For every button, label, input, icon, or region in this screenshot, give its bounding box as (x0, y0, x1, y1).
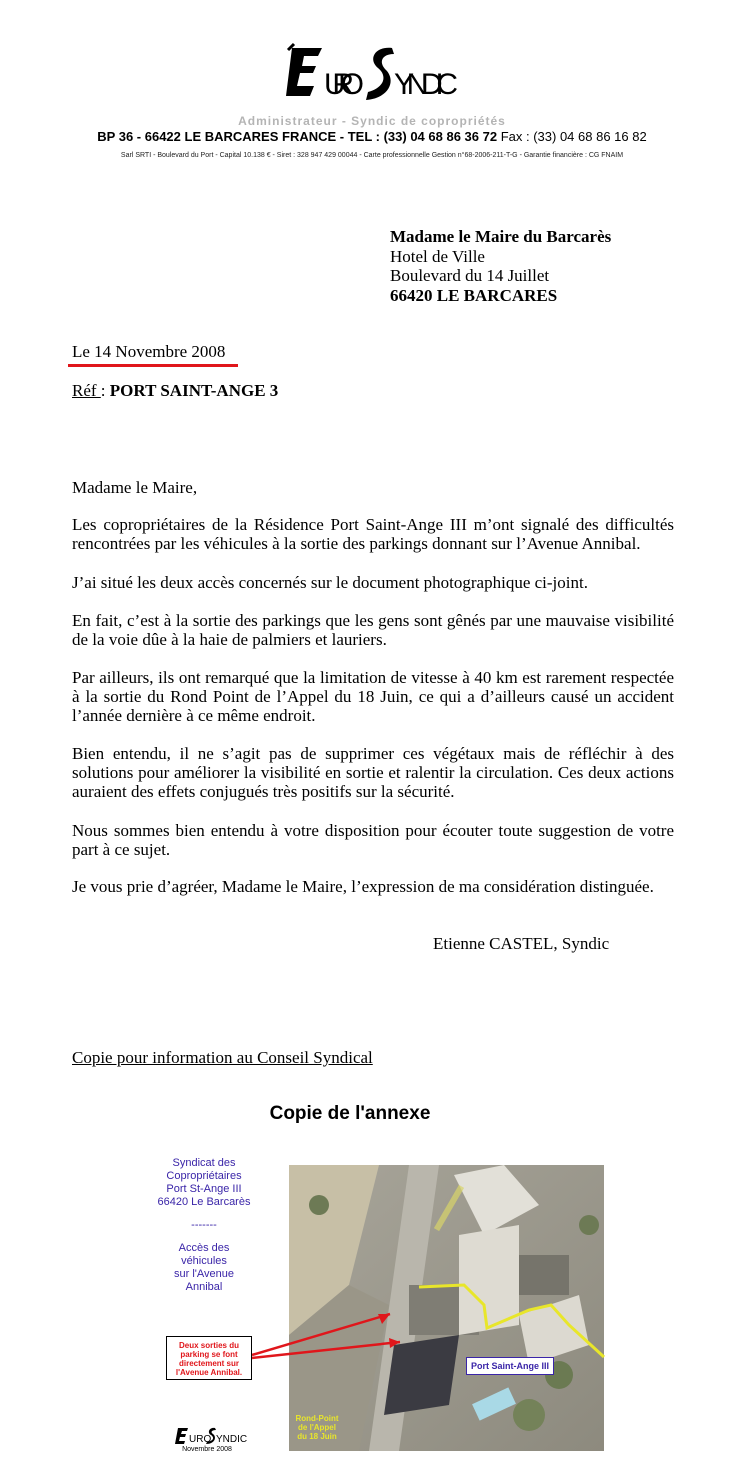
callout-line: l'Avenue Annibal. (175, 1368, 243, 1377)
svg-text:URO: URO (189, 1434, 212, 1445)
paragraph-1: Les copropriétaires de la Résidence Port Saint-Ange III m’ont signalé des difficultés rencontrées par les véhicules à la sortie des parkings donnant sur l’Avenue Annibal. (72, 515, 674, 553)
recipient-name: Madame le Maire du Barcarès (390, 227, 612, 246)
callout-line: parking se font (180, 1350, 238, 1359)
recipient-city: 66420 LE BARCARES (390, 285, 558, 305)
contact-fax: Fax : (33) 04 68 86 16 82 (497, 129, 647, 144)
salutation: Madame le Maire, (72, 478, 198, 497)
sidebar-separator: ------- (191, 1219, 217, 1231)
contact-line (0, 129, 744, 144)
contact-address-phone: BP 36 - 66422 LE BARCARES FRANCE - TEL : (33) 04 68 86 36 72 (97, 129, 498, 144)
paragraph-4: Par ailleurs, ils ont remarqué que la limitation de vitesse à 40 km est rarement respectée à la sortie du Rond Point de l’Appel du 18 Juin, ce qui a d’ailleurs causé un accident l’année dernière à ce même endroit. (72, 668, 674, 725)
footer-date: Novembre 2008 (182, 1446, 232, 1453)
sidebar-line: 66420 Le Barcarès (157, 1196, 251, 1208)
sidebar-line: Accès des (178, 1242, 230, 1254)
eurosyndic-logo (0, 40, 744, 106)
reference-line (72, 381, 278, 401)
sidebar-line: Copropriétaires (166, 1170, 242, 1182)
recipient-block (390, 227, 611, 305)
paragraph-6: Nous sommes bien entendu à votre disposition pour écouter toute suggestion de votre part à ce sujet. (72, 821, 674, 859)
paragraph-7: Je vous prie d’agréer, Madame le Maire, l’expression de ma considération distinguée. (72, 877, 654, 896)
svg-text:URO: URO (324, 68, 364, 101)
sidebar-line: sur l'Avenue (174, 1268, 234, 1280)
roundabout-label (291, 1414, 343, 1441)
roundabout-line: de l'Appel (298, 1423, 336, 1432)
svg-text:YNDIC: YNDIC (216, 1434, 248, 1445)
paragraph-2: J’ai situé les deux accès concernés sur le document photographique ci-joint. (72, 573, 588, 592)
reference-sep: : (100, 381, 110, 400)
legal-line: Sarl SRTI - Boulevard du Port - Capital 10.138 € - Siret : 328 947 429 00044 - Carte professionnelle Gestion n°68-2006-211-T-G - Garantie financière : CG FNAIM (120, 152, 624, 159)
recipient-line2: Boulevard du 14 Juillet (390, 266, 550, 285)
sidebar-line: véhicules (181, 1255, 227, 1267)
roundabout-line: Rond-Point (295, 1414, 339, 1423)
callout-arrows (250, 1300, 430, 1380)
eurosyndic-small-logo (172, 1425, 248, 1445)
sidebar-line: Syndicat des (172, 1157, 236, 1169)
callout-line: directement sur (178, 1359, 240, 1368)
letter-date: Le 14 Novembre 2008 (72, 342, 226, 361)
roundabout-line: du 18 Juin (297, 1432, 337, 1441)
copy-note: Copie pour information au Conseil Syndical (72, 1048, 373, 1067)
sidebar-line: Annibal (185, 1281, 223, 1293)
signature: Etienne CASTEL, Syndic (433, 934, 610, 953)
reference-label: Réf (72, 381, 101, 400)
paragraph-5: Bien entendu, il ne s’agit pas de supprimer ces végétaux mais de réfléchir à des solutions pour améliorer la visibilité en sortie et ralentir la circulation. Ces deux actions auraient des effets conjugués très positifs sur la sécurité. (72, 744, 674, 801)
reference-value: PORT SAINT-ANGE 3 (109, 381, 279, 400)
photo-label-port-saint-ange: Port Saint-Ange III (466, 1357, 554, 1375)
callout-line: Deux sorties du (178, 1341, 239, 1350)
recipient-line1: Hotel de Ville (390, 246, 485, 266)
company-tagline: Administrateur - Syndic de copropriétés (238, 114, 506, 128)
paragraph-3: En fait, c’est à la sortie des parkings que les gens sont gênés par une mauvaise visibilité de la voie dûe à la haie de palmiers et lauriers. (72, 611, 674, 649)
sidebar-line: Port St-Ange III (166, 1183, 242, 1195)
annex-sidebar (140, 1157, 268, 1294)
annex-title: Copie de l'annexe (269, 1103, 431, 1124)
date-red-underline (68, 364, 238, 367)
svg-text:YNDIC: YNDIC (394, 68, 458, 101)
callout-box (166, 1336, 252, 1380)
